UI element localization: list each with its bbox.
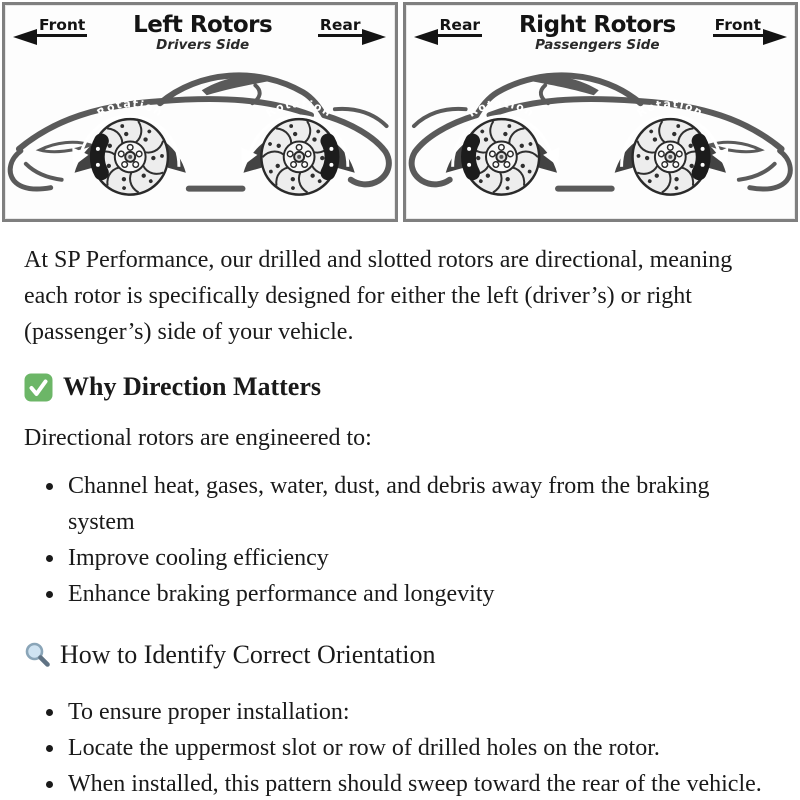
intro-paragraph: At SP Performance, our drilled and slotted rotors are directional, meaning each rotor is specifically designed for either the left (driver’s) or right (passenger’s) side of your vehicle.	[24, 247, 733, 345]
direction-label: Rear	[438, 16, 483, 37]
rotation-label: Rotation	[465, 97, 537, 120]
list-item: • When installed, this pattern should sweep toward the rear of the vehicle.	[66, 766, 772, 800]
car-illustration-left	[5, 57, 395, 215]
car-illustration-right	[406, 57, 796, 215]
front-direction-arrow	[713, 16, 787, 37]
orientation-list	[24, 694, 772, 800]
rotation-label: Rotation	[94, 97, 166, 120]
rear-direction-arrow	[414, 16, 483, 37]
rotation-label: Rotation	[263, 97, 335, 120]
section-heading-why	[24, 370, 772, 404]
lead-text: Directional rotors are engineered to:	[24, 425, 372, 451]
panel-titles	[133, 13, 272, 52]
section-title: How to Identify Correct Orientation	[60, 640, 436, 669]
section-heading-identify	[24, 638, 772, 672]
panel-header	[5, 5, 395, 57]
list-item: • Enhance braking performance and longevity	[66, 576, 772, 612]
panel-titles	[519, 13, 676, 52]
panel-title: Left Rotors	[133, 12, 273, 38]
rotation-label: Rotation	[634, 97, 706, 120]
rotor-panel-left	[2, 2, 398, 222]
list-item: • Improve cooling efficiency	[66, 540, 772, 576]
list-item: • Channel heat, gases, water, dust, and debris away from the braking system	[66, 468, 772, 540]
article	[0, 222, 800, 800]
list-item: • To ensure proper installation:	[66, 694, 772, 730]
panel-header	[406, 5, 796, 57]
panel-subtitle: Drivers Side	[156, 37, 250, 54]
direction-label: Front	[37, 16, 87, 37]
left-arrow-icon	[414, 29, 438, 45]
left-arrow-icon	[13, 29, 37, 45]
benefits-list	[24, 468, 772, 612]
rotor-panel-right	[403, 2, 799, 222]
rear-direction-arrow	[318, 16, 387, 37]
list-item: • Locate the uppermost slot or row of drilled holes on the rotor.	[66, 730, 772, 766]
rotor-direction-diagram	[0, 0, 800, 222]
direction-label: Front	[713, 16, 763, 37]
right-arrow-icon	[763, 29, 787, 45]
check-icon	[24, 373, 53, 402]
magnifier-icon	[24, 641, 52, 669]
right-arrow-icon	[362, 29, 386, 45]
panel-title: Right Rotors	[518, 12, 676, 38]
section-title: Why Direction Matters	[63, 372, 322, 401]
panel-subtitle: Passengers Side	[535, 37, 660, 54]
direction-label: Rear	[318, 16, 363, 37]
front-direction-arrow	[13, 16, 87, 37]
